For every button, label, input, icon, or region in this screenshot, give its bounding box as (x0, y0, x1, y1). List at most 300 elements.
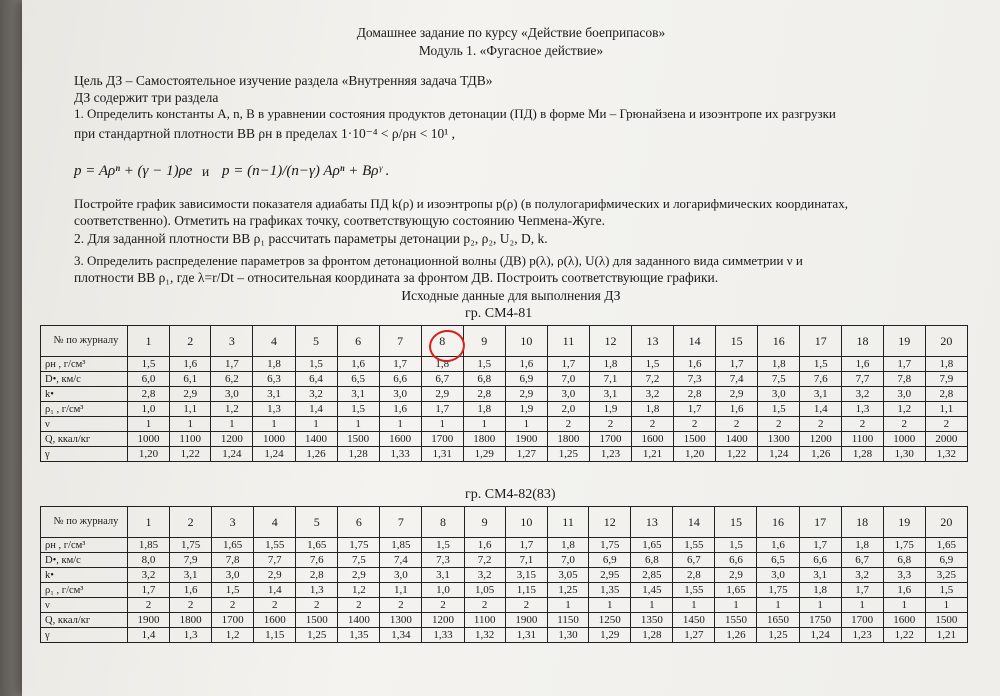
table-cell: 1,9 (505, 402, 547, 417)
table-row (41, 402, 968, 417)
table1-title: гр. СМ4-81 (465, 306, 533, 321)
table-cell: 6,6 (715, 553, 757, 568)
table-cell: 1000 (128, 432, 170, 447)
table-cell: 1,5 (337, 402, 379, 417)
table-cell: 1,32 (464, 628, 505, 643)
table-cell: 1,7 (379, 357, 421, 372)
table-cell: 3,2 (128, 568, 170, 583)
table-cell: 1200 (800, 432, 842, 447)
row-label: k• (41, 387, 128, 402)
table-cell: 6,1 (170, 372, 211, 387)
table-cell: 1,25 (296, 628, 338, 643)
table-cell: 6,7 (841, 553, 883, 568)
formula-and: и (202, 164, 210, 179)
row-label: ν (41, 598, 128, 613)
table-cell: 1,28 (631, 628, 673, 643)
table-cell: 1,24 (758, 447, 800, 462)
table-cell: 1,24 (211, 447, 253, 462)
table-cell: 1 (799, 598, 841, 613)
table-cell: 1,5 (422, 538, 464, 553)
table-cell: 1,75 (757, 583, 799, 598)
parts-text: ДЗ содержит три раздела (74, 90, 219, 105)
table-cell: 3,3 (883, 568, 925, 583)
table-cell: 1,0 (422, 583, 464, 598)
table-cell: 3,1 (337, 387, 379, 402)
module-title: Модуль 1. «Фугасное действие» (418, 43, 604, 58)
table-cell: 1,6 (170, 583, 212, 598)
table-cell: 7,2 (632, 372, 674, 387)
table-cell: 1,55 (673, 538, 715, 553)
item3-text-b: плотности ВВ ρ₁, где λ=r/Dt – относительная координата за фронтом ДВ. Построить соответствующие графики. (74, 270, 719, 285)
table-cell: 3,1 (422, 568, 464, 583)
row-label: Q, ккал/кг (41, 432, 128, 447)
table-cell: 2 (674, 417, 716, 432)
table-cell: 1,3 (170, 628, 212, 643)
table-cell: 1700 (589, 432, 631, 447)
column-number-11: 11 (547, 507, 588, 538)
column-number-6: 6 (338, 507, 380, 538)
table-cell: 1,7 (841, 583, 883, 598)
table-cell: 1650 (757, 613, 799, 628)
column-number-12: 12 (589, 326, 631, 357)
column-number-18: 18 (842, 326, 883, 357)
table-cell: 1 (128, 417, 170, 432)
table-cell: 1,65 (296, 538, 338, 553)
table-cell: 1 (505, 417, 547, 432)
table-cell: 1,20 (128, 447, 170, 462)
table-cell: 1 (589, 598, 631, 613)
column-number-1: 1 (128, 326, 170, 357)
table-cell: 1,85 (128, 538, 170, 553)
table-cell: 1,8 (925, 357, 967, 372)
table-cell: 1,25 (547, 583, 588, 598)
table-row (41, 357, 968, 372)
table-cell: 2 (128, 598, 170, 613)
table-cell: 1,8 (547, 538, 588, 553)
table-header-row (41, 507, 968, 538)
table-cell: 7,6 (800, 372, 842, 387)
table-cell: 7,9 (925, 372, 967, 387)
plot-text-b: соответственно). Отметить на графиках точку, соответствующую состоянию Чепмена-Жуге. (74, 213, 606, 228)
table-cell: 1,5 (925, 583, 967, 598)
table-cell: 7,8 (883, 372, 925, 387)
row-label: ρн , г/см³ (41, 538, 128, 553)
table-cell: 1 (253, 417, 295, 432)
table-cell: 1,21 (925, 628, 967, 643)
table-cell: 2 (338, 598, 380, 613)
column-number-17: 17 (799, 507, 841, 538)
table-cell: 1,7 (547, 357, 589, 372)
table-cell: 2 (422, 598, 464, 613)
table-cell: 1,1 (925, 402, 967, 417)
table-cell: 2 (632, 417, 674, 432)
table2-title: гр. СМ4-82(83) (465, 487, 556, 502)
table-cell: 2,8 (296, 568, 338, 583)
table-cell: 1,4 (254, 583, 296, 598)
plot-text-a: Постройте график зависимости показателя адиабаты ПД k(ρ) и изоэнтропы p(ρ) (в полулогарифмических и логарифмических координатах, (74, 196, 848, 211)
table-cell: 2,8 (674, 387, 716, 402)
table-cell: 1,5 (295, 357, 337, 372)
table-cell: 3,0 (883, 387, 925, 402)
table-cell: 1,8 (253, 357, 295, 372)
table-cell: 7,7 (254, 553, 296, 568)
table-cell: 1000 (253, 432, 295, 447)
table-cell: 2,9 (338, 568, 380, 583)
table-cell: 1400 (716, 432, 758, 447)
item1-text-a: 1. Определить константы A, n, B в уравнении состояния продуктов детонации (ПД) в форме Ми – Грюнайзена и изоэнтропе их разгрузки (74, 106, 836, 121)
table-cell: 1,3 (842, 402, 883, 417)
table-cell: 1 (337, 417, 379, 432)
table-cell: 2 (758, 417, 800, 432)
table-cell: 6,9 (589, 553, 631, 568)
column-number-2: 2 (170, 507, 212, 538)
table-header-row (41, 326, 968, 357)
table-cell: 1800 (463, 432, 505, 447)
table-row (41, 447, 968, 462)
table-cell: 1600 (379, 432, 421, 447)
table-cell: 7,0 (547, 553, 588, 568)
table-cell: 3,0 (380, 568, 422, 583)
table-cell: 7,1 (505, 553, 547, 568)
header-label-cell: № по журналу (41, 326, 128, 357)
table-cell: 1,2 (883, 402, 925, 417)
table-cell: 6,5 (337, 372, 379, 387)
table-cell: 1,6 (505, 357, 547, 372)
table-cell: 1,9 (589, 402, 631, 417)
table-cell: 1,8 (632, 402, 674, 417)
table-cell: 1,7 (799, 538, 841, 553)
table-cell: 2 (842, 417, 883, 432)
table-cell: 7,5 (758, 372, 800, 387)
column-number-13: 13 (631, 507, 673, 538)
column-number-3: 3 (212, 507, 254, 538)
table-cell: 6,9 (925, 553, 967, 568)
table-cell: 2,9 (716, 387, 758, 402)
table-cell: 2,8 (463, 387, 505, 402)
table-cell: 1,45 (631, 583, 673, 598)
column-number-19: 19 (883, 326, 925, 357)
table-cell: 1,35 (589, 583, 631, 598)
column-number-9: 9 (463, 326, 505, 357)
column-number-12: 12 (589, 507, 631, 538)
table-cell: 1,27 (673, 628, 715, 643)
table-cell: 1,33 (422, 628, 464, 643)
column-number-18: 18 (841, 507, 883, 538)
table-cell: 1 (547, 598, 588, 613)
table-cell: 7,7 (842, 372, 883, 387)
table-cell: 6,8 (883, 553, 925, 568)
table-cell: 6,7 (421, 372, 463, 387)
table-cell: 1,25 (757, 628, 799, 643)
table-cell: 1,28 (337, 447, 379, 462)
table-cell: 1,6 (842, 357, 883, 372)
table-cell: 2 (547, 417, 589, 432)
column-number-1: 1 (128, 507, 170, 538)
table-cell: 6,3 (253, 372, 295, 387)
column-number-16: 16 (757, 507, 799, 538)
table-row (41, 417, 968, 432)
column-number-19: 19 (883, 507, 925, 538)
column-number-7: 7 (380, 507, 422, 538)
table-cell: 1,75 (589, 538, 631, 553)
table-cell: 3,2 (841, 568, 883, 583)
table-cell: 2,8 (673, 568, 715, 583)
column-number-4: 4 (253, 326, 295, 357)
table-cell: 6,6 (379, 372, 421, 387)
table-cell: 1,6 (464, 538, 505, 553)
table-cell: 1,0 (128, 402, 170, 417)
table-cell: 7,0 (547, 372, 589, 387)
table-cell: 1,3 (296, 583, 338, 598)
table-cell: 1,75 (170, 538, 212, 553)
row-label: ρ₁ , г/см³ (41, 402, 128, 417)
table-cell: 2,9 (715, 568, 757, 583)
table-cell: 8,0 (128, 553, 170, 568)
table-cell: 1900 (128, 613, 170, 628)
table-cell: 1,3 (253, 402, 295, 417)
table-cell: 3,2 (295, 387, 337, 402)
table-cell: 7,3 (422, 553, 464, 568)
table-cell: 3,1 (589, 387, 631, 402)
table-cell: 2 (380, 598, 422, 613)
table-cell: 1 (757, 598, 799, 613)
table-cell: 3,0 (758, 387, 800, 402)
table-cell: 6,8 (631, 553, 673, 568)
formula-mie-gruneisen: p = Aρⁿ + (γ − 1)ρe (74, 163, 193, 179)
table-cell: 1,5 (212, 583, 254, 598)
table-cell: 1,29 (463, 447, 505, 462)
table-cell: 1,26 (800, 447, 842, 462)
table-cell: 1300 (380, 613, 422, 628)
table-cell: 2000 (925, 432, 967, 447)
table-cell: 1750 (799, 613, 841, 628)
column-number-6: 6 (337, 326, 379, 357)
table-cell: 2,8 (925, 387, 967, 402)
table-cell: 1900 (505, 432, 547, 447)
table-cell: 1000 (883, 432, 925, 447)
table-cell: 1 (421, 417, 463, 432)
table-cell: 1,7 (716, 357, 758, 372)
table-cell: 1200 (422, 613, 464, 628)
table-cell: 1 (379, 417, 421, 432)
table-cell: 1,5 (128, 357, 170, 372)
table-cell: 1,85 (380, 538, 422, 553)
row-label: D•, км/с (41, 553, 128, 568)
table-cell: 1 (925, 598, 967, 613)
table-cell: 7,5 (338, 553, 380, 568)
table-row (41, 372, 968, 387)
table-cell: 3,0 (547, 387, 589, 402)
table-cell: 6,7 (673, 553, 715, 568)
table-cell: 1,5 (758, 402, 800, 417)
table-cell: 2,0 (547, 402, 589, 417)
table-cell: 1,2 (338, 583, 380, 598)
table-cell: 1500 (674, 432, 716, 447)
table-cell: 1700 (841, 613, 883, 628)
column-number-20: 20 (925, 507, 967, 538)
table-cell: 7,6 (296, 553, 338, 568)
table-cell: 1,55 (254, 538, 296, 553)
table-cell: 1400 (338, 613, 380, 628)
table-cell: 2 (296, 598, 338, 613)
table-cell: 6,8 (463, 372, 505, 387)
table-cell: 1,29 (589, 628, 631, 643)
table-cell: 3,05 (547, 568, 588, 583)
column-number-15: 15 (716, 326, 758, 357)
table-cell: 1,65 (212, 538, 254, 553)
table-cell: 1,8 (758, 357, 800, 372)
table-row (41, 583, 968, 598)
table-cell: 1,34 (380, 628, 422, 643)
row-label: ν (41, 417, 128, 432)
table-cell: 2 (464, 598, 505, 613)
table-cell: 1,6 (379, 402, 421, 417)
column-number-8: 8 (421, 326, 463, 357)
table-cell: 2,9 (505, 387, 547, 402)
homework-sheet (22, 0, 1000, 696)
table-cell: 1,25 (547, 447, 589, 462)
row-label: k• (41, 568, 128, 583)
table-cell: 1,24 (253, 447, 295, 462)
data-table-sm4-82 (40, 506, 968, 643)
column-number-17: 17 (800, 326, 842, 357)
table-cell: 1 (883, 598, 925, 613)
table-cell: 1550 (715, 613, 757, 628)
table-cell: 1 (170, 417, 211, 432)
table-cell: 1,8 (463, 402, 505, 417)
table-cell: 3,2 (632, 387, 674, 402)
table-cell: 3,1 (253, 387, 295, 402)
table-cell: 1,55 (673, 583, 715, 598)
table-cell: 6,9 (505, 372, 547, 387)
column-number-20: 20 (925, 326, 967, 357)
table-cell: 6,4 (295, 372, 337, 387)
table-cell: 1300 (758, 432, 800, 447)
table-cell: 2 (925, 417, 967, 432)
table-cell: 1,5 (632, 357, 674, 372)
table-cell: 1,65 (715, 583, 757, 598)
table-cell: 1,7 (674, 402, 716, 417)
table-cell: 1,15 (254, 628, 296, 643)
table-cell: 1350 (631, 613, 673, 628)
table-cell: 1,4 (128, 628, 170, 643)
table-cell: 2,8 (128, 387, 170, 402)
table-cell: 1,4 (295, 402, 337, 417)
table-cell: 1200 (211, 432, 253, 447)
table-cell: 1,6 (170, 357, 211, 372)
column-number-3: 3 (211, 326, 253, 357)
table-cell: 1,2 (212, 628, 254, 643)
table-cell: 1 (631, 598, 673, 613)
table-cell: 1 (673, 598, 715, 613)
table-row (41, 613, 968, 628)
table-cell: 3,2 (842, 387, 883, 402)
table-cell: 1,75 (338, 538, 380, 553)
table-cell: 6,6 (799, 553, 841, 568)
table-cell: 7,2 (464, 553, 505, 568)
table-cell: 1100 (842, 432, 883, 447)
table-cell: 1600 (254, 613, 296, 628)
table-cell: 3,1 (799, 568, 841, 583)
table-cell: 1,7 (211, 357, 253, 372)
source-data-title: Исходные данные для выполнения ДЗ (401, 288, 621, 303)
table-cell: 1500 (296, 613, 338, 628)
table-cell: 1,7 (128, 583, 170, 598)
table-cell: 3,15 (505, 568, 547, 583)
table-cell: 7,4 (716, 372, 758, 387)
table-cell: 3,1 (800, 387, 842, 402)
table-cell: 3,0 (211, 387, 253, 402)
table-cell: 1500 (337, 432, 379, 447)
table-cell: 1700 (421, 432, 463, 447)
table-row (41, 628, 968, 643)
table-cell: 1,22 (883, 628, 925, 643)
column-number-8: 8 (422, 507, 464, 538)
table-cell: 1,28 (842, 447, 883, 462)
table-cell: 1400 (295, 432, 337, 447)
table-cell: 1150 (547, 613, 588, 628)
table-cell: 1,5 (463, 357, 505, 372)
table-cell: 1,05 (464, 583, 505, 598)
table-cell: 1,2 (211, 402, 253, 417)
table-cell: 1,7 (505, 538, 547, 553)
table-cell: 7,3 (674, 372, 716, 387)
table-cell: 1,8 (421, 357, 463, 372)
table-cell: 1,35 (338, 628, 380, 643)
table-cell: 1 (841, 598, 883, 613)
table-cell: 1,31 (421, 447, 463, 462)
table-cell: 1,31 (505, 628, 547, 643)
table-cell: 1 (715, 598, 757, 613)
table-cell: 2,9 (421, 387, 463, 402)
table-cell: 3,25 (925, 568, 967, 583)
table-cell: 2 (170, 598, 212, 613)
table-cell: 7,8 (212, 553, 254, 568)
item1-text-b: при стандартной плотности ВВ ρн в пределах 1·10⁻⁴ < ρ/ρн < 10¹ , (74, 126, 456, 141)
table-cell: 2 (212, 598, 254, 613)
table-cell: 1,7 (421, 402, 463, 417)
table-cell: 1,23 (841, 628, 883, 643)
formula-isentrope: p = (n−1)/(n−γ) Aρⁿ + Bρᵞ . (222, 163, 390, 179)
table-cell: 1,27 (505, 447, 547, 462)
column-number-9: 9 (464, 507, 505, 538)
column-number-4: 4 (254, 507, 296, 538)
table-cell: 6,0 (128, 372, 170, 387)
table-cell: 1900 (505, 613, 547, 628)
column-number-11: 11 (547, 326, 589, 357)
table-cell: 1700 (212, 613, 254, 628)
item3-text-a: 3. Определить распределение параметров за фронтом детонационной волны (ДВ) p(λ), ρ(λ), U(λ) для заданного вида симметрии ν и (74, 253, 803, 268)
table-cell: 1,65 (631, 538, 673, 553)
column-number-2: 2 (170, 326, 211, 357)
table-cell: 1,21 (632, 447, 674, 462)
column-number-16: 16 (758, 326, 800, 357)
table-cell: 2 (254, 598, 296, 613)
table-row (41, 432, 968, 447)
column-number-10: 10 (505, 326, 547, 357)
row-label: D•, км/с (41, 372, 128, 387)
column-number-5: 5 (296, 507, 338, 538)
table-cell: 1500 (925, 613, 967, 628)
table-cell: 1 (463, 417, 505, 432)
table-cell: 2,9 (170, 387, 211, 402)
table-cell: 1250 (589, 613, 631, 628)
table-cell: 1,6 (757, 538, 799, 553)
table-cell: 1,6 (883, 583, 925, 598)
table-cell: 7,1 (589, 372, 631, 387)
table-row (41, 598, 968, 613)
column-number-14: 14 (674, 326, 716, 357)
